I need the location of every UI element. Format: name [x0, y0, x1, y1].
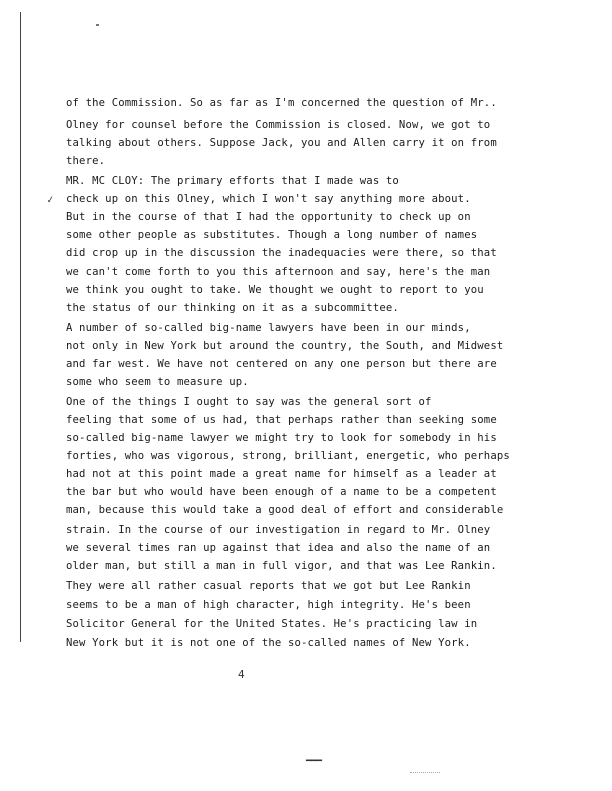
check-mark-icon: ✓	[45, 192, 55, 207]
text-line: MR. MC CLOY: The primary efforts that I made was to	[66, 175, 399, 187]
dotted-mark	[410, 772, 440, 774]
text-line: did crop up in the discussion the inadequacies were there, so that	[66, 247, 497, 259]
text-line: One of the things I ought to say was the general sort of	[66, 396, 432, 408]
text-line: the status of our thinking on it as a subcommittee.	[66, 302, 399, 314]
text-line: check up on this Olney, which I won't say anything more about.	[66, 193, 471, 205]
text-line: They were all rather casual reports that we got but Lee Rankin	[66, 580, 471, 592]
text-line: man, because this would take a good deal of effort and considerable	[66, 504, 504, 516]
text-line: talking about others. Suppose Jack, you and Allen carry it on from	[66, 137, 497, 149]
text-line: forties, who was vigorous, strong, brilliant, energetic, who perhaps	[66, 450, 510, 462]
text-line: some other people as substitutes. Though a long number of names	[66, 229, 478, 241]
text-line: strain. In the course of our investigation in regard to Mr. Olney	[66, 524, 491, 536]
text-line: A number of so-called big-name lawyers have been in our minds,	[66, 322, 471, 334]
text-line: seems to be a man of high character, high integrity. He's been	[66, 599, 471, 611]
text-line: Olney for counsel before the Commission is closed. Now, we got to	[66, 119, 491, 131]
text-line: we think you ought to take. We thought we ought to report to you	[66, 284, 484, 296]
text-line: But in the course of that I had the opportunity to check up on	[66, 211, 471, 223]
text-line: New York but it is not one of the so-called names of New York.	[66, 637, 471, 649]
text-line: had not at this point made a great name for himself as a leader at	[66, 468, 497, 480]
stray-mark	[96, 24, 99, 26]
text-line: feeling that some of us had, that perhaps rather than seeking some	[66, 414, 497, 426]
text-line: the bar but who would have been enough of a name to be a competent	[66, 486, 497, 498]
text-line: not only in New York but around the country, the South, and Midwest	[66, 340, 504, 352]
margin-rule	[20, 12, 21, 642]
text-line: we several times ran up against that idea and also the name of an	[66, 542, 491, 554]
page-number: 4	[238, 668, 245, 681]
text-line: there.	[66, 155, 106, 167]
text-line: and far west. We have not centered on any one person but there are	[66, 358, 497, 370]
text-line: so-called big-name lawyer we might try to look for somebody in his	[66, 432, 497, 444]
text-line: older man, but still a man in full vigor, and that was Lee Rankin.	[66, 560, 497, 572]
text-line: we can't come forth to you this afternoon and say, here's the man	[66, 266, 491, 278]
ink-smudge: ▔▔▔	[306, 761, 322, 772]
text-line: of the Commission. So as far as I'm concerned the question of Mr..	[66, 97, 497, 109]
text-line: some who seem to measure up.	[66, 376, 249, 388]
text-line: Solicitor General for the United States. He's practicing law in	[66, 618, 478, 630]
